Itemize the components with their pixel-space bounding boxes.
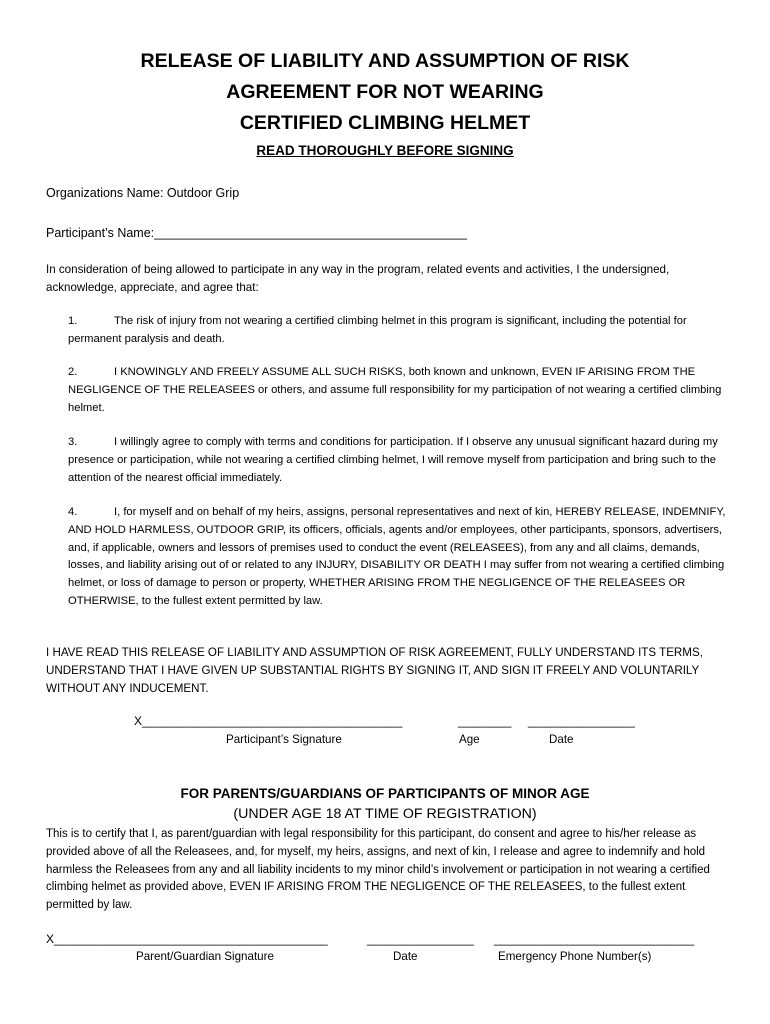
clause-text: The risk of injury from not wearing a certified climbing helmet in this program is significant, including the potential for permanent paralysis and death. <box>68 315 687 345</box>
minor-section-subheading: (UNDER AGE 18 AT TIME OF REGISTRATION) <box>233 806 537 822</box>
participant-age-label: Age <box>459 733 480 746</box>
participant-signature-line[interactable]: X_______________________________________ <box>134 714 403 728</box>
title-line-1: RELEASE OF LIABILITY AND ASSUMPTION OF RISK <box>140 50 630 72</box>
participant-date-label: Date <box>549 733 574 746</box>
participant-name-field[interactable]: Participant’s Name:_____________________________________________ <box>46 226 467 240</box>
clause-number: 3. <box>68 436 78 448</box>
acknowledgement-paragraph: I HAVE READ THIS RELEASE OF LIABILITY AND ASSUMPTION OF RISK AGREEMENT, FULLY UNDERSTAND ITS TERMS, UNDERSTAND THAT I HAVE GIVEN UP SUBSTANTIAL RIGHTS BY SIGNING IT, AND SIGN IT FREELY AND VOLUNTARILY WITHOUT ANY INDUCEMENT. <box>46 646 703 695</box>
participant-age-line[interactable]: ________ <box>458 714 512 728</box>
clause-1 <box>68 313 733 349</box>
guardian-date-line[interactable]: ________________ <box>367 932 474 946</box>
guardian-date-label: Date <box>393 950 418 963</box>
clause-2 <box>68 364 733 417</box>
document-title <box>0 46 770 139</box>
organization-name: Organizations Name: Outdoor Grip <box>46 186 240 200</box>
emergency-phone-label: Emergency Phone Number(s) <box>498 950 652 963</box>
clause-text: I willingly agree to comply with terms and conditions for participation. If I observe any unusual significant hazard during my presence or participation, while not wearing a certified climbing helmet, I will remove myself from participation and bring such to the attention of the nearest official immediately. <box>68 436 718 484</box>
minor-section-heading: FOR PARENTS/GUARDIANS OF PARTICIPANTS OF MINOR AGE <box>180 786 590 801</box>
guardian-signature-line[interactable]: X_________________________________________ <box>46 932 328 946</box>
clause-3 <box>68 434 733 487</box>
title-line-2: AGREEMENT FOR NOT WEARING <box>226 81 544 103</box>
read-before-signing-notice: READ THOROUGHLY BEFORE SIGNING <box>256 143 514 158</box>
clause-text: I KNOWINGLY AND FREELY ASSUME ALL SUCH RISKS, both known and unknown, EVEN IF ARISING FROM THE NEGLIGENCE OF THE RELEASEES or others, and assume full responsibility for my participation of not wearing a certified climbing helmet. <box>68 366 722 414</box>
clause-number: 2. <box>68 366 78 378</box>
participant-date-line[interactable]: ________________ <box>528 714 635 728</box>
clause-text: I, for myself and on behalf of my heirs, assigns, personal representatives and next of kin, HEREBY RELEASE, INDEMNIFY, AND HOLD HARMLESS, OUTDOOR GRIP, its officers, officials, agents and/or employees, other participants, sponsors, advertisers, and, if applicable, owners and lessors of premises used to conduct the event (RELEASEES), from any and all claims, demands, losses, and liability arising out of or related to any INJURY, DISABILITY OR DEATH I may suffer from not wearing a certified climbing helmet, or loss of damage to person or property, WHETHER ARISING FROM THE NEGLIGENCE OF THE RELEASEES OR OTHERWISE, to the fullest extent permitted by law. <box>68 506 726 607</box>
guardian-signature-label: Parent/Guardian Signature <box>136 950 274 963</box>
participant-signature-label: Participant’s Signature <box>226 733 342 746</box>
title-line-3: CERTIFIED CLIMBING HELMET <box>239 112 531 134</box>
clause-number: 4. <box>68 506 78 518</box>
emergency-phone-line[interactable]: ______________________________ <box>494 932 695 946</box>
clause-4 <box>68 504 733 611</box>
intro-paragraph: In consideration of being allowed to participate in any way in the program, related events and activities, I the undersigned, acknowledge, appreciate, and agree that: <box>46 263 670 294</box>
guardian-consent-paragraph: This is to certify that I, as parent/guardian with legal responsibility for this participant, do consent and agree to his/her release as provided above of all the Releasees, and, for myself, my heirs, assigns, and next of kin, I release and agree to indemnify and hold harmless the Releasees from any and all liability incidents to my minor child’s involvement or participation in not wearing a certified climbing helmet as provided above, EVEN IF ARISING FROM THE NEGLIGENCE OF THE RELEASEES, to the fullest extent permitted by law. <box>46 828 710 912</box>
clause-number: 1. <box>68 315 78 327</box>
